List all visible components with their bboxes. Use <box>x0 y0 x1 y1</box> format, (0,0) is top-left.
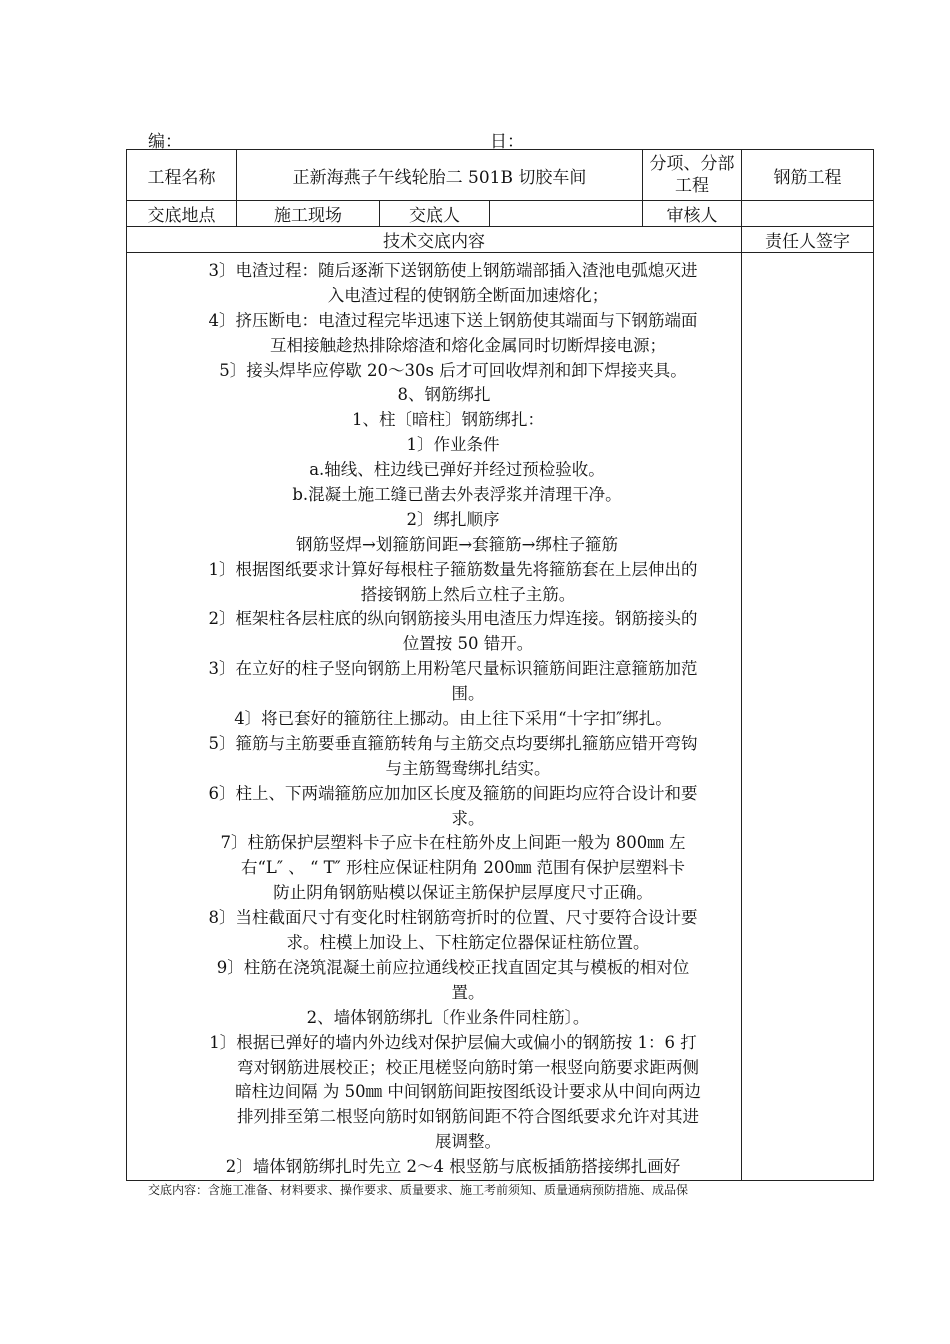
signature-header: 责任人签字 <box>742 227 874 253</box>
content-line: 1、柱〔暗柱〕钢筋绑扎： <box>352 410 544 430</box>
content-line: 防止阴角钢筋贴模以保证主筋保护层厚度尺寸正确。 <box>273 883 653 903</box>
content-cell <box>127 253 742 1181</box>
content-line: 2〕墙体钢筋绑扎时先立 2～4 根竖筋与底板插筋搭接绑扎画好 <box>225 1157 681 1177</box>
disclosure-table <box>126 149 874 1181</box>
content-line: 1〕根据已弹好的墙内外边线对保护层偏大或偏小的钢筋按 1：6 打 <box>209 1032 697 1052</box>
content-line: 2〕框架柱各层柱底的纵向钢筋接头用电渣压力焊连接。钢筋接头的 <box>208 609 698 629</box>
content-line: 弯对钢筋进展校正；校正甩槎竖向筋时第一根竖向筋要求距两侧 <box>237 1057 699 1077</box>
content-line: 5〕接头焊毕应停歇 20～30s 后才可回收焊剂和卸下焊接夹具。 <box>219 360 687 380</box>
bian-label: 编： <box>148 132 182 152</box>
content-line: 求。柱模上加设上、下柱筋定位器保证柱筋位置。 <box>286 933 650 953</box>
content-line: 排列排至第二根竖向筋时如钢筋间距不符合图纸要求允许对其进 <box>237 1107 699 1127</box>
content-line: 入电渣过程的使钢筋全断面加速熔化； <box>327 285 609 305</box>
location-value: 施工现场 <box>237 201 380 227</box>
reviewer-label: 审核人 <box>643 201 742 227</box>
subitem-label: 分项、分部工程 <box>643 150 742 201</box>
content-line: 与主筋鸳鸯绑扎结实。 <box>385 758 551 778</box>
content-line: 8〕当柱截面尺寸有变化时柱钢筋弯折时的位置、尺寸要符合设计要 <box>208 908 698 928</box>
location-label: 交底地点 <box>127 201 237 227</box>
content-line: a.轴线、柱边线已弹好并经过预检验收。 <box>309 460 605 480</box>
content-header: 技术交底内容 <box>127 227 742 253</box>
content-line: 位置按 50 错开。 <box>402 634 534 654</box>
footer-note: 交底内容：含施工准备、材料要求、操作要求、质量要求、施工考前须知、质量通病预防措施、成品保 <box>148 1183 689 1197</box>
content-line: 7〕柱筋保护层塑料卡子应卡在柱筋外皮上间距一般为 800㎜ 左 <box>220 833 686 853</box>
content-line: 求。 <box>451 808 485 828</box>
content-line: 展调整。 <box>435 1132 501 1152</box>
content-line: b.混凝土施工缝已凿去外表浮浆并清理干净。 <box>292 485 622 505</box>
content-line: 6〕柱上、下两端箍筋应加加区长度及箍筋的间距均应符合设计和要 <box>208 783 698 803</box>
content-line: 2、墙体钢筋绑扎〔作业条件同柱筋〕。 <box>306 1007 590 1027</box>
content-line: 8、钢筋绑扎 <box>397 385 491 405</box>
presenter-label: 交底人 <box>380 201 490 227</box>
content-line: 1〕作业条件 <box>406 435 500 455</box>
content-line: 4〕挤压断电：电渣过程完毕迅速下送上钢筋使其端面与下钢筋端面 <box>208 310 698 330</box>
signature-cell <box>742 253 874 1181</box>
presenter-value <box>490 201 643 227</box>
content-line: 2〕绑扎顺序 <box>406 509 500 529</box>
content-line: 3〕电渣过程：随后逐渐下送钢筋使上钢筋端部插入渣池电弧熄灭进 <box>208 261 698 280</box>
content-line: 钢筋竖焊→划箍筋间距→套箍筋→绑柱子箍筋 <box>296 534 618 554</box>
project-name-label: 工程名称 <box>127 150 237 201</box>
content-body <box>127 253 741 1180</box>
content-line: 9〕柱筋在浇筑混凝土前应拉通线校正找直固定其与模板的相对位 <box>216 957 690 977</box>
project-name-value: 正新海燕子午线轮胎二 501B 切胶车间 <box>237 150 643 201</box>
ri-label: 日： <box>490 132 524 152</box>
content-line: 互相接触趁热排除熔渣和熔化金属同时切断焊接电源； <box>270 335 666 355</box>
content-line: 4〕将已套好的箍筋往上挪动。由上往下采用“十字扣″绑扎。 <box>234 709 672 729</box>
content-line: 暗柱边间隔 为 50㎜ 中间钢筋间距按图纸设计要求从中间向两边 <box>235 1082 701 1102</box>
subitem-value: 钢筋工程 <box>742 150 874 201</box>
content-line: 置。 <box>451 982 485 1002</box>
content-line: 1〕根据图纸要求计算好每根柱子箍筋数量先将箍筋套在上层伸出的 <box>208 559 698 579</box>
content-line: 右“L″ 、 “ T″ 形柱应保证柱阴角 200㎜ 范围有保护层塑料卡 <box>240 858 686 878</box>
content-line: 5〕箍筋与主筋要垂直箍筋转角与主筋交点均要绑扎箍筋应错开弯钩 <box>208 733 698 753</box>
reviewer-value <box>742 201 874 227</box>
content-line: 搭接钢筋上然后立柱子主筋。 <box>360 584 576 604</box>
content-line: 3〕在立好的柱子竖向钢筋上用粉笔尺量标识箍筋间距注意箍筋加范 <box>208 659 698 679</box>
content-line: 围。 <box>451 684 485 704</box>
